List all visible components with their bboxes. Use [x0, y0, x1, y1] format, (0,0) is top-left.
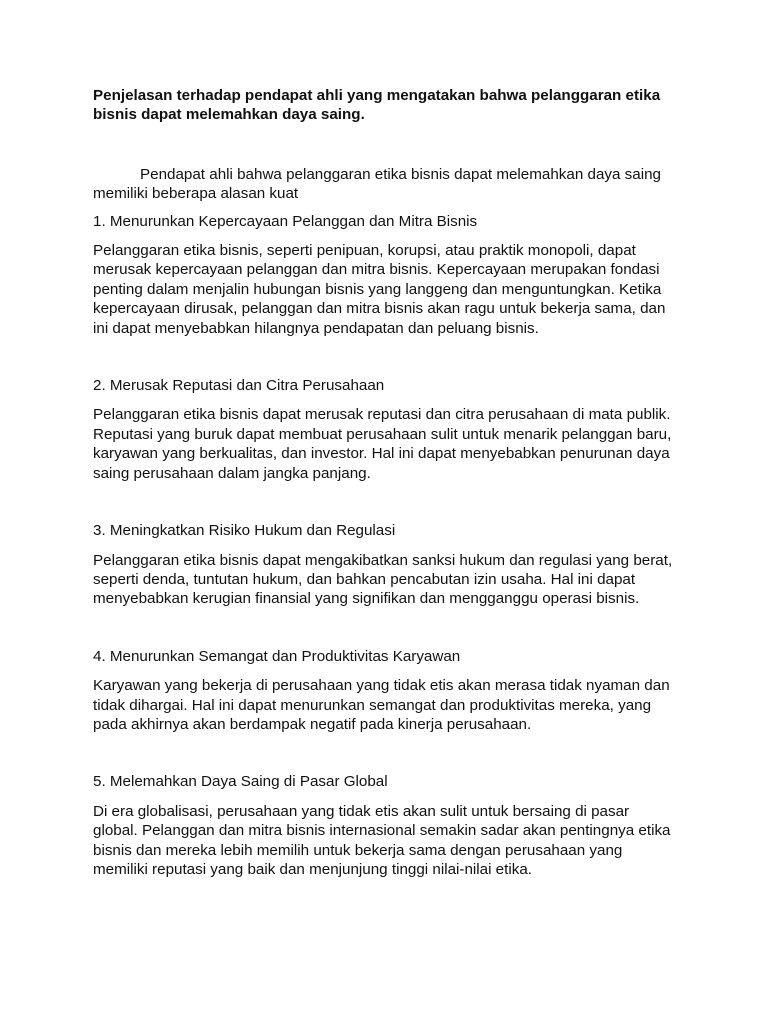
section-body: Pelanggaran etika bisnis dapat mengakibatkan sanksi hukum dan regulasi yang berat, seperti denda, tuntutan hukum, dan bahkan pencabutan izin usaha. Hal ini dapat menyebabkan kerugian finansial yang signifikan dan mengganggu operasi bisnis.	[93, 551, 673, 608]
section-3	[93, 521, 683, 609]
document-title: Penjelasan terhadap pendapat ahli yang mengatakan bahwa pelanggaran etika bisnis dapat melemahkan daya saing.	[93, 87, 661, 124]
section-heading: 1. Menurunkan Kepercayaan Pelanggan dan Mitra Bisnis	[93, 212, 478, 230]
section-5	[93, 772, 683, 879]
section-body: Di era globalisasi, perusahaan yang tidak etis akan sulit untuk bersaing di pasar global. Pelanggan dan mitra bisnis internasional semakin sadar akan pentingnya etika bisnis dan mereka lebih memilih untuk bekerja sama dengan perusahaan yang memiliki reputasi yang baik dan menjunjung tinggi nilai-nilai etika.	[93, 802, 671, 878]
intro-paragraph: Pendapat ahli bahwa pelanggaran etika bisnis dapat melemahkan daya saing memiliki beberapa alasan kuat	[93, 165, 661, 203]
section-2	[93, 376, 683, 483]
section-1	[93, 212, 683, 338]
section-body: Pelanggaran etika bisnis, seperti penipuan, korupsi, atau praktik monopoli, dapat merusak kepercayaan pelanggan dan mitra bisnis. Kepercayaan merupakan fondasi penting dalam menjalin hubungan bisnis yang langgeng dan menguntungkan. Ketika kepercayaan dirusak, pelanggan dan mitra bisnis akan ragu untuk bekerja sama, dan ini dapat menyebabkan hilangnya pendapatan dan peluang bisnis.	[93, 242, 666, 337]
section-body: Pelanggaran etika bisnis dapat merusak reputasi dan citra perusahaan di mata publik. Reputasi yang buruk dapat membuat perusahaan sulit untuk menarik pelanggan baru, karyawan yang berkualitas, dan investor. Hal ini dapat menyebabkan penurunan daya saing perusahaan dalam jangka panjang.	[93, 406, 672, 482]
section-heading: 2. Merusak Reputasi dan Citra Perusahaan	[93, 377, 385, 395]
section-4	[93, 647, 683, 735]
section-heading: 5. Melemahkan Daya Saing di Pasar Global	[93, 773, 388, 791]
document-page	[93, 86, 683, 879]
section-heading: 3. Meningkatkan Risiko Hukum dan Regulasi	[93, 522, 396, 540]
section-body: Karyawan yang bekerja di perusahaan yang tidak etis akan merasa tidak nyaman dan tidak dihargai. Hal ini dapat menurunkan semangat dan produktivitas mereka, yang pada akhirnya akan berdampak negatif pada kinerja perusahaan.	[93, 677, 670, 733]
section-heading: 4. Menurunkan Semangat dan Produktivitas Karyawan	[93, 647, 461, 665]
